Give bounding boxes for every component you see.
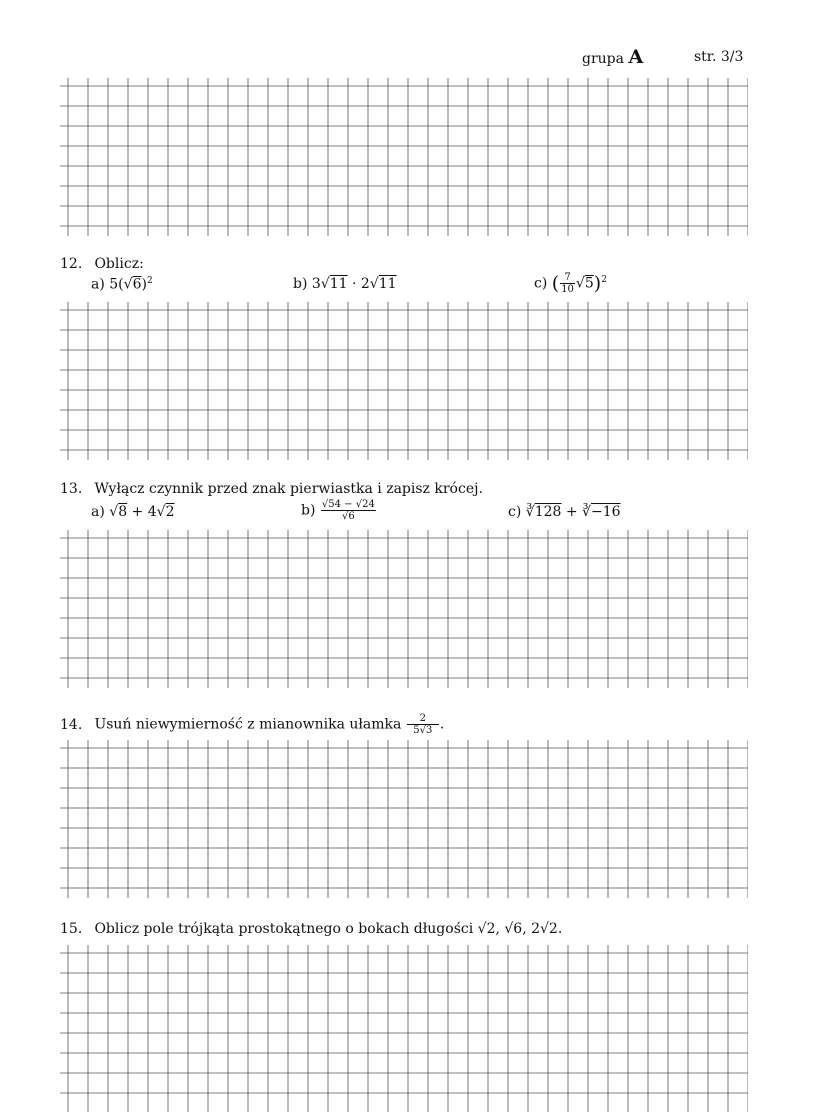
task-text: Oblicz pole trójkąta prostokątnego o bokach długości √2, √6, 2√2. (94, 921, 563, 937)
grid-lines (60, 530, 748, 688)
answer-grid-14[interactable] (60, 740, 748, 898)
task-text: Usuń niewymierność z mianownika ułamka (94, 716, 402, 733)
task-number: 15. (60, 921, 83, 937)
task-12a: a) $5(√6)^2$ (91, 276, 153, 293)
grid-lines (60, 740, 748, 898)
task-number: 13. (60, 481, 83, 497)
grid-lines (60, 78, 748, 236)
fraction: $\frac{2}{5√3}$ (407, 713, 439, 736)
page-number: str. 3/3 (694, 49, 744, 65)
task-13-heading (60, 481, 483, 497)
task-number: 12. (60, 256, 83, 272)
answer-grid-13[interactable] (60, 530, 748, 688)
task-12b: b) 3√11 · 2√11 (293, 276, 397, 292)
task-text: Oblicz: (94, 256, 144, 272)
task-13c: c) ∛128 + ∛−16 (508, 504, 621, 520)
task-14-heading: 14. Usuń niewymierność z mianownika ułamka $\frac{2}{5√3}$ . (60, 713, 445, 736)
task-number: 14. (60, 716, 83, 733)
grid-lines (60, 945, 748, 1112)
task-text: Wyłącz czynnik przed znak pierwiastka i zapisz krócej. (94, 481, 483, 497)
task-12c: c) ( $\frac{7}{10}$ √5)$^2$ (534, 272, 607, 295)
task-13b: b) $\frac{√54 - √24}{√6}$ (301, 499, 375, 522)
answer-grid-11[interactable] (60, 78, 748, 236)
task-13a: a) √8 + 4√2 (91, 504, 175, 520)
answer-grid-12[interactable] (60, 302, 748, 460)
grid-lines (60, 302, 748, 460)
task-12-heading (60, 256, 144, 272)
fraction: $\frac{√54 - √24}{√6}$ (321, 499, 375, 522)
fraction: $\frac{7}{10}$ (561, 272, 574, 295)
task-15-heading (60, 921, 562, 937)
group-label: grupa A (582, 46, 644, 68)
group-letter: A (628, 46, 644, 68)
answer-grid-15[interactable] (60, 945, 748, 1112)
